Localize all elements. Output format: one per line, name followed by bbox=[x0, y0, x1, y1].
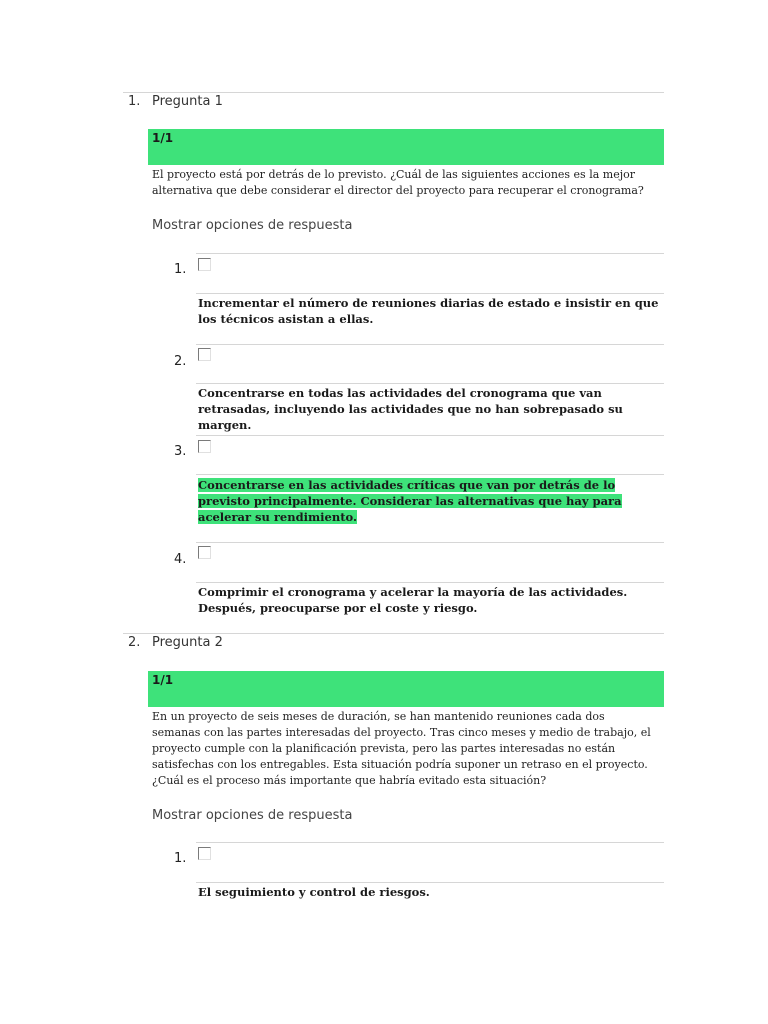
divider bbox=[196, 344, 664, 345]
option-checkbox[interactable] bbox=[198, 258, 211, 271]
divider bbox=[123, 92, 664, 93]
option-text-content: Comprimir el cronograma y acelerar la mayoría de las actividades. Después, preocuparse por el coste y riesgo. bbox=[198, 585, 628, 615]
option-number: 4. bbox=[174, 552, 187, 567]
option-text-content: Concentrarse en todas las actividades del cronograma que van retrasadas, incluyendo las actividades que no han sobrepasado su margen. bbox=[198, 386, 623, 432]
divider bbox=[196, 842, 664, 843]
divider bbox=[196, 882, 664, 883]
option-checkbox[interactable] bbox=[198, 546, 211, 559]
option-number: 2. bbox=[174, 354, 187, 369]
show-options-link[interactable]: Mostrar opciones de respuesta bbox=[152, 218, 353, 233]
option-number: 1. bbox=[174, 262, 187, 277]
question-text: El proyecto está por detrás de lo previsto. ¿Cuál de las siguientes acciones es la mejor alternativa que debe considerar el director del proyecto para recuperar el cronograma? bbox=[152, 168, 644, 197]
score-label: 1/1 bbox=[152, 673, 174, 687]
divider bbox=[196, 542, 664, 543]
score-label: 1/1 bbox=[152, 131, 174, 145]
option-text-content: El seguimiento y control de riesgos. bbox=[198, 885, 430, 899]
option-checkbox[interactable] bbox=[198, 847, 211, 860]
divider bbox=[123, 633, 664, 634]
divider bbox=[196, 293, 664, 294]
option-number: 3. bbox=[174, 444, 187, 459]
correct-answer-highlight: Concentrarse en las actividades críticas que van por detrás de lo previsto principalmente. Considerar las alternativas que hay para acelerar su rendimiento. bbox=[198, 478, 622, 524]
divider bbox=[196, 383, 664, 384]
divider bbox=[196, 582, 664, 583]
option-text-content: Incrementar el número de reuniones diarias de estado e insistir en que los técnicos asistan a ellas. bbox=[198, 296, 659, 326]
question-title: Pregunta 1 bbox=[152, 94, 223, 109]
option-text bbox=[198, 477, 660, 525]
divider bbox=[196, 435, 664, 436]
score-bar bbox=[148, 129, 664, 165]
show-options-link[interactable]: Mostrar opciones de respuesta bbox=[152, 808, 353, 823]
option-text bbox=[198, 385, 660, 433]
divider bbox=[196, 474, 664, 475]
option-checkbox[interactable] bbox=[198, 348, 211, 361]
option-checkbox[interactable] bbox=[198, 440, 211, 453]
question-text: En un proyecto de seis meses de duración, se han mantenido reuniones cada dos semanas con las partes interesadas del proyecto. Tras cinco meses y medio de trabajo, el proyecto cumple con la planificación prevista, pero las partes interesadas no están satisfechas con los entregables. Esta situación podría suponer un retraso en el proyecto. ¿Cuál es el proceso más importante que habría evitado esta situación? bbox=[152, 710, 651, 787]
option-text bbox=[198, 884, 660, 900]
option-text bbox=[198, 584, 660, 616]
question-title: Pregunta 2 bbox=[152, 635, 223, 650]
score-bar bbox=[148, 671, 664, 707]
question-number: 1. bbox=[128, 94, 141, 109]
divider bbox=[196, 253, 664, 254]
question-number: 2. bbox=[128, 635, 141, 650]
option-text bbox=[198, 295, 660, 327]
option-number: 1. bbox=[174, 851, 187, 866]
